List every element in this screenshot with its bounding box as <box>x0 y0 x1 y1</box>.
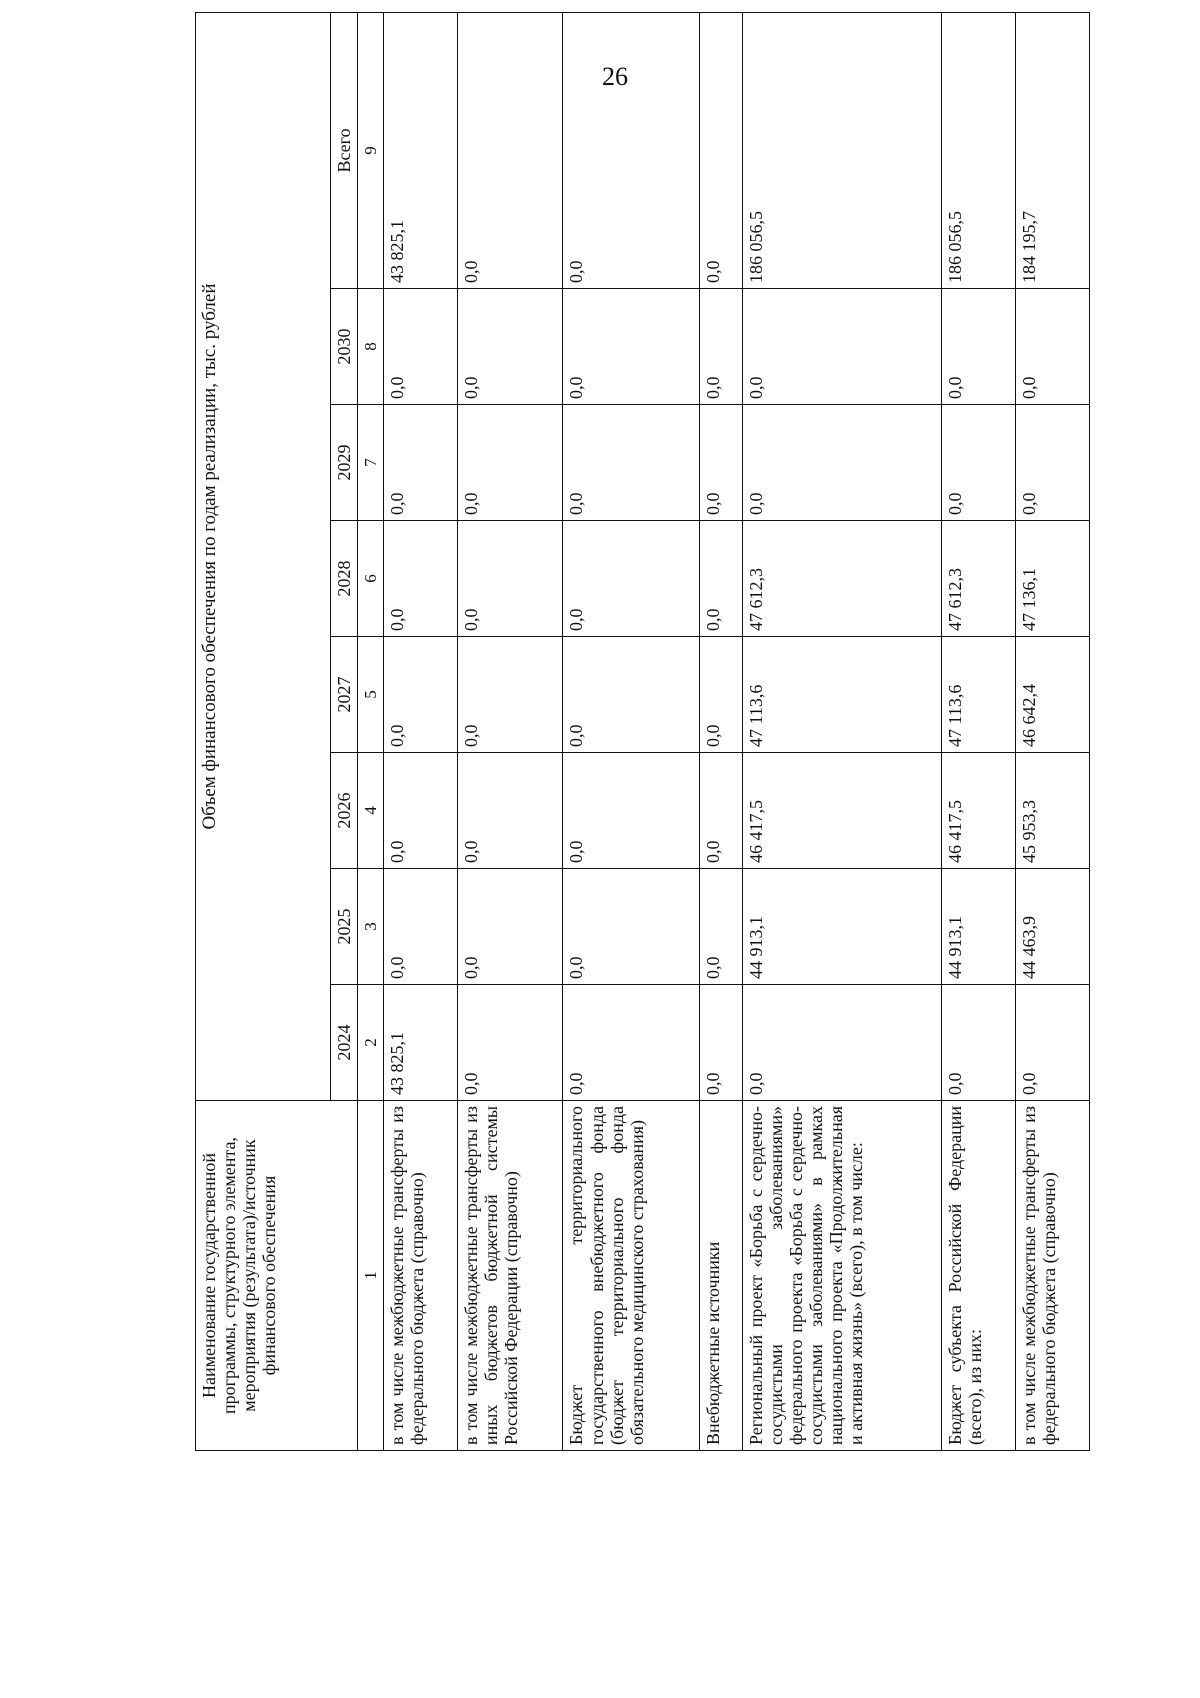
table-row <box>384 12 458 1450</box>
row-name: в том числе межбюджетные трансферты из иных бюджетов бюджетной системы Российской Федерации (справочно) <box>458 1101 563 1451</box>
header-year: 2024 <box>331 985 358 1101</box>
row-total: 186 056,5 <box>742 12 942 288</box>
row-value: 47 612,3 <box>742 521 942 637</box>
row-value: 0,0 <box>563 405 700 521</box>
rotated-table-container <box>195 113 1090 1451</box>
table-row <box>742 12 942 1450</box>
row-name: Региональный проект «Борьба с сердечно-сосудистыми заболеваниями» федерального проекта «Борьба с сердечно-сосудистыми заболеваниями» в рамках национального проекта «Продолжительная и активная жизнь» (всего), в том числе: <box>742 1101 942 1451</box>
row-value: 0,0 <box>700 985 742 1101</box>
row-value: 0,0 <box>942 405 1016 521</box>
page-number: 26 <box>602 62 628 91</box>
row-value: 47 136,1 <box>1016 521 1090 637</box>
row-name: Бюджет субъекта Российской Федерации (всего), из них: <box>942 1101 1016 1451</box>
row-value: 0,0 <box>563 869 700 985</box>
row-value: 0,0 <box>458 405 563 521</box>
header-year: 2027 <box>331 637 358 753</box>
row-value: 0,0 <box>458 985 563 1101</box>
header-total: Всего <box>331 12 358 288</box>
row-value: 46 417,5 <box>942 753 1016 869</box>
table-row <box>458 12 563 1450</box>
row-value: 0,0 <box>742 985 942 1101</box>
row-value: 44 463,9 <box>1016 869 1090 985</box>
row-value: 0,0 <box>458 521 563 637</box>
row-name: Бюджет территориального государственного внебюджетного фонда (бюджет территориального фонда обязательного медицинского страхования) <box>563 1101 700 1451</box>
row-value: 0,0 <box>563 521 700 637</box>
row-value: 0,0 <box>458 289 563 405</box>
column-number-row <box>358 12 384 1450</box>
row-value: 0,0 <box>563 753 700 869</box>
row-value: 47 612,3 <box>942 521 1016 637</box>
financing-table <box>195 12 1090 1451</box>
header-year: 2025 <box>331 869 358 985</box>
row-value: 0,0 <box>700 405 742 521</box>
row-value: 0,0 <box>942 289 1016 405</box>
table-row <box>563 12 700 1450</box>
column-number: 4 <box>358 753 384 869</box>
row-value: 0,0 <box>384 405 458 521</box>
column-number: 1 <box>358 1101 384 1451</box>
row-value: 0,0 <box>1016 405 1090 521</box>
row-value: 0,0 <box>742 405 942 521</box>
row-total: 0,0 <box>700 12 742 288</box>
row-total: 0,0 <box>458 12 563 288</box>
row-value: 0,0 <box>458 637 563 753</box>
row-value: 0,0 <box>700 637 742 753</box>
column-number: 2 <box>358 985 384 1101</box>
header-year: 2026 <box>331 753 358 869</box>
row-value: 47 113,6 <box>942 637 1016 753</box>
row-value: 0,0 <box>384 753 458 869</box>
row-value: 0,0 <box>700 869 742 985</box>
row-value: 46 417,5 <box>742 753 942 869</box>
row-value: 0,0 <box>384 869 458 985</box>
header-year: 2028 <box>331 521 358 637</box>
row-value: 0,0 <box>942 985 1016 1101</box>
header-funding-volume: Объем финансового обеспечения по годам реализации, тыс. рублей <box>196 12 331 1100</box>
row-value: 0,0 <box>384 521 458 637</box>
row-total: 0,0 <box>563 12 700 288</box>
row-value: 0,0 <box>384 289 458 405</box>
row-value: 0,0 <box>563 985 700 1101</box>
row-name: в том числе межбюджетные трансферты из федерального бюджета (справочно) <box>384 1101 458 1451</box>
row-value: 44 913,1 <box>942 869 1016 985</box>
row-value: 0,0 <box>700 289 742 405</box>
row-value: 44 913,1 <box>742 869 942 985</box>
row-value: 0,0 <box>563 637 700 753</box>
row-value: 0,0 <box>384 637 458 753</box>
header-year: 2029 <box>331 405 358 521</box>
row-name: Внебюджетные источники <box>700 1101 742 1451</box>
row-value: 0,0 <box>700 753 742 869</box>
row-value: 0,0 <box>700 521 742 637</box>
row-name: в том числе межбюджетные трансферты из федерального бюджета (справочно) <box>1016 1101 1090 1451</box>
row-value: 0,0 <box>458 753 563 869</box>
table-row <box>700 12 742 1450</box>
row-value: 46 642,4 <box>1016 637 1090 753</box>
column-number: 6 <box>358 521 384 637</box>
row-value: 47 113,6 <box>742 637 942 753</box>
table-row <box>1016 12 1090 1450</box>
row-value: 0,0 <box>563 289 700 405</box>
column-number: 5 <box>358 637 384 753</box>
column-number: 3 <box>358 869 384 985</box>
header-name-column: Наименование государственной программы, структурного элемента, мероприятия (результата)/источник финансового обеспечения <box>196 1101 358 1451</box>
row-value: 0,0 <box>1016 289 1090 405</box>
row-value: 0,0 <box>458 869 563 985</box>
column-number: 9 <box>358 12 384 288</box>
row-total: 184 195,7 <box>1016 12 1090 288</box>
row-value: 43 825,1 <box>384 985 458 1101</box>
table-row <box>942 12 1016 1450</box>
row-total: 186 056,5 <box>942 12 1016 288</box>
header-year: 2030 <box>331 289 358 405</box>
column-number: 8 <box>358 289 384 405</box>
column-number: 7 <box>358 405 384 521</box>
row-value: 0,0 <box>1016 985 1090 1101</box>
table-rotation-frame <box>195 113 1090 1451</box>
header-row <box>196 12 331 1450</box>
row-value: 45 953,3 <box>1016 753 1090 869</box>
row-value: 0,0 <box>742 289 942 405</box>
row-total: 43 825,1 <box>384 12 458 288</box>
